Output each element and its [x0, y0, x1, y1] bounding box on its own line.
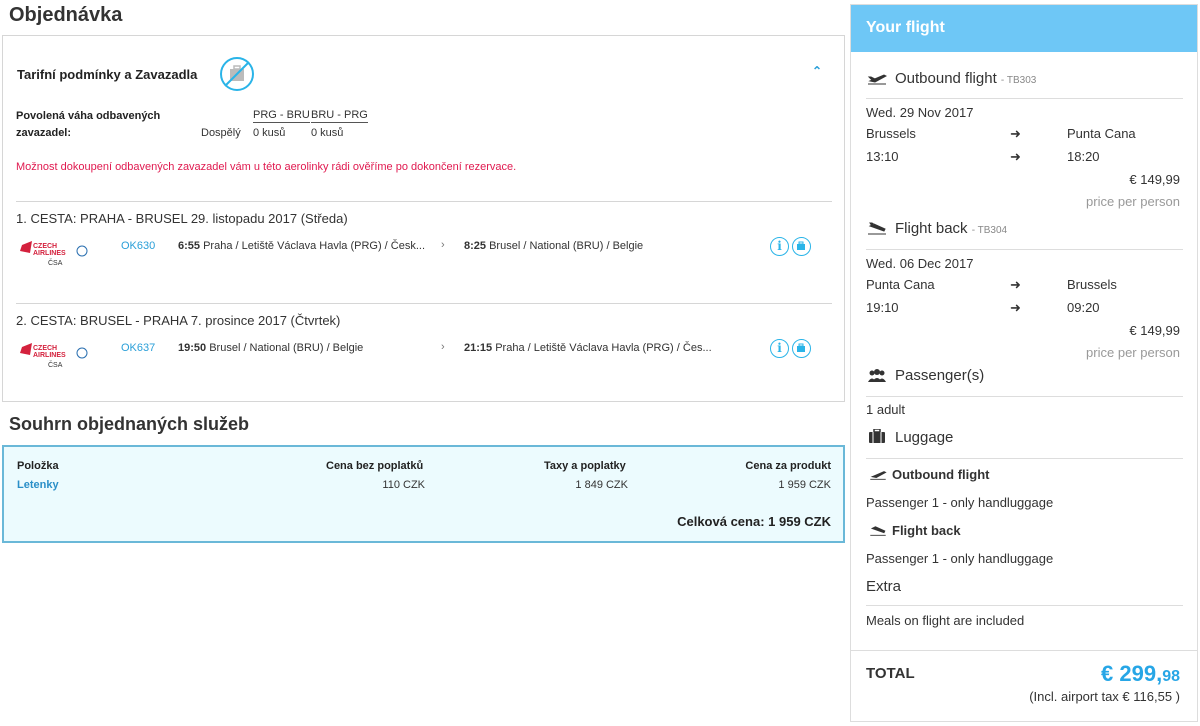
outbound-price: € 149,99	[1129, 172, 1180, 187]
summary-header-net: Cena bez poplatků	[326, 460, 424, 472]
outbound-label	[895, 70, 1036, 87]
divider	[866, 458, 1183, 459]
luggage-back-value: Passenger 1 - only handluggage	[866, 551, 1054, 566]
total-amount	[1101, 661, 1180, 687]
baggage-label: Povolená váha odbavených zavazadel:	[16, 110, 161, 139]
baggage-route-2: BRU - PRG	[311, 109, 368, 121]
baggage-route-1: PRG - BRU	[253, 109, 310, 121]
extra-label: Extra	[866, 578, 902, 595]
luggage-outbound-label: Outbound flight	[892, 467, 990, 482]
chevron-right-icon: ›	[441, 341, 445, 353]
panel-title: Your flight	[851, 5, 1197, 52]
luggage-back-label: Flight back	[892, 523, 961, 538]
arrow-right-icon: ➜	[1010, 126, 1021, 141]
back-arr-time: 09:20	[1067, 300, 1100, 315]
divider	[866, 396, 1183, 397]
leg-1	[16, 201, 832, 267]
arrow-right-icon: ➜	[1010, 277, 1021, 292]
info-icon[interactable]: i	[770, 339, 789, 358]
no-luggage-icon	[219, 56, 255, 92]
baggage-passenger-type: Dospělý	[201, 127, 241, 139]
departure	[178, 342, 363, 354]
summary-item-link[interactable]: Letenky	[17, 479, 59, 491]
baggage-value-2: 0 kusů	[311, 127, 344, 139]
info-icon[interactable]: i	[770, 237, 789, 256]
czech-airlines-logo	[20, 341, 90, 369]
page-title: Objednávka	[9, 4, 123, 26]
total-amount-main: € 299,	[1101, 661, 1163, 686]
extra-value: Meals on flight are included	[866, 613, 1025, 628]
plane-takeoff-icon	[867, 72, 887, 86]
departure-time: 6:55	[178, 240, 201, 252]
outbound-label-text: Outbound flight	[895, 70, 997, 87]
back-from: Punta Cana	[866, 277, 935, 292]
leg-title: 1. CESTA: PRAHA - BRUSEL 29. listopadu 2017 (Středa)	[16, 211, 348, 226]
back-date: Wed. 06 Dec 2017	[866, 256, 974, 271]
summary-grand-total: Celková cena: 1 959 CZK	[677, 514, 831, 529]
divider	[866, 605, 1183, 606]
summary-total-value: 1 959 CZK	[778, 479, 831, 491]
summary-net-value: 110 CZK	[382, 479, 425, 491]
flight-number[interactable]: OK637	[121, 342, 156, 354]
users-icon	[867, 369, 887, 383]
luggage-icon[interactable]	[792, 339, 811, 358]
outbound-price-note: price per person	[1086, 194, 1180, 209]
total-label: TOTAL	[866, 665, 915, 682]
divider	[851, 650, 1197, 651]
svg-text:CZECH: CZECH	[33, 243, 58, 250]
plane-takeoff-icon	[869, 469, 887, 481]
arrival-place: Brusel / National (BRU) / Belgie	[489, 240, 644, 252]
svg-text:AIRLINES: AIRLINES	[33, 352, 66, 359]
arrow-right-icon: ➜	[1010, 300, 1021, 315]
departure-place: Praha / Letiště Václava Havla (PRG) / Česk...	[203, 240, 426, 252]
departure	[178, 240, 425, 252]
arrival-time: 21:15	[464, 342, 493, 354]
czech-airlines-logo	[20, 239, 90, 267]
departure-time: 19:50	[178, 342, 207, 354]
divider	[866, 249, 1183, 250]
plane-landing-icon	[867, 222, 887, 236]
passengers-value: 1 adult	[866, 402, 906, 417]
back-price: € 149,99	[1129, 323, 1180, 338]
summary-tax-value: 1 849 CZK	[575, 479, 628, 491]
summary-header-total: Cena za produkt	[745, 460, 831, 472]
back-label-text: Flight back	[895, 220, 968, 237]
arrival	[464, 342, 712, 354]
chevron-up-icon[interactable]: ⌃	[812, 64, 823, 78]
outbound-to: Punta Cana	[1067, 126, 1136, 141]
outbound-from: Brussels	[866, 126, 916, 141]
leg-title: 2. CESTA: BRUSEL - PRAHA 7. prosince 2017 (Čtvrtek)	[16, 313, 341, 328]
luggage-label: Luggage	[895, 429, 954, 446]
summary-title: Souhrn objednaných služeb	[9, 414, 250, 434]
outbound-date: Wed. 29 Nov 2017	[866, 105, 974, 120]
back-code: - TB304	[971, 225, 1008, 236]
outbound-dep-time: 13:10	[866, 149, 899, 164]
baggage-value-1: 0 kusů	[253, 127, 286, 139]
luggage-outbound-value: Passenger 1 - only handluggage	[866, 495, 1054, 510]
svg-text:ČSA: ČSA	[48, 362, 63, 369]
flight-panel	[850, 4, 1198, 722]
arrival	[464, 240, 643, 252]
arrival-place: Praha / Letiště Václava Havla (PRG) / Čes...	[495, 342, 712, 354]
order-box	[2, 35, 845, 402]
arrival-time: 8:25	[464, 240, 487, 252]
baggage-notice: Možnost dokoupení odbavených zavazadel vám u této aerolinky rádi ověříme po dokončení rezervace.	[16, 161, 517, 173]
summary-header-item: Položka	[17, 460, 59, 472]
svg-text:AIRLINES: AIRLINES	[33, 250, 66, 257]
luggage-icon[interactable]	[792, 237, 811, 256]
svg-text:CZECH: CZECH	[33, 345, 58, 352]
divider	[866, 98, 1183, 99]
summary-box	[2, 445, 845, 543]
leg-2	[16, 303, 832, 369]
svg-text:ČSA: ČSA	[48, 260, 63, 267]
flight-number[interactable]: OK630	[121, 240, 156, 252]
back-to: Brussels	[1067, 277, 1117, 292]
back-dep-time: 19:10	[866, 300, 899, 315]
arrow-right-icon: ➜	[1010, 149, 1021, 164]
total-amount-cents: 98	[1162, 668, 1180, 685]
passengers-label: Passenger(s)	[895, 367, 985, 384]
outbound-arr-time: 18:20	[1067, 149, 1100, 164]
total-tax-note: (Incl. airport tax € 116,55 )	[1029, 689, 1180, 704]
tariff-title[interactable]: Tarifní podmínky a Zavazadla	[17, 67, 198, 82]
back-price-note: price per person	[1086, 345, 1180, 360]
summary-header-tax: Taxy a poplatky	[544, 460, 626, 472]
plane-landing-icon	[869, 525, 887, 537]
back-label	[895, 220, 1007, 237]
departure-place: Brusel / National (BRU) / Belgie	[209, 342, 364, 354]
outbound-code: - TB303	[1000, 75, 1037, 86]
chevron-right-icon: ›	[441, 239, 445, 251]
suitcase-icon	[869, 429, 885, 443]
